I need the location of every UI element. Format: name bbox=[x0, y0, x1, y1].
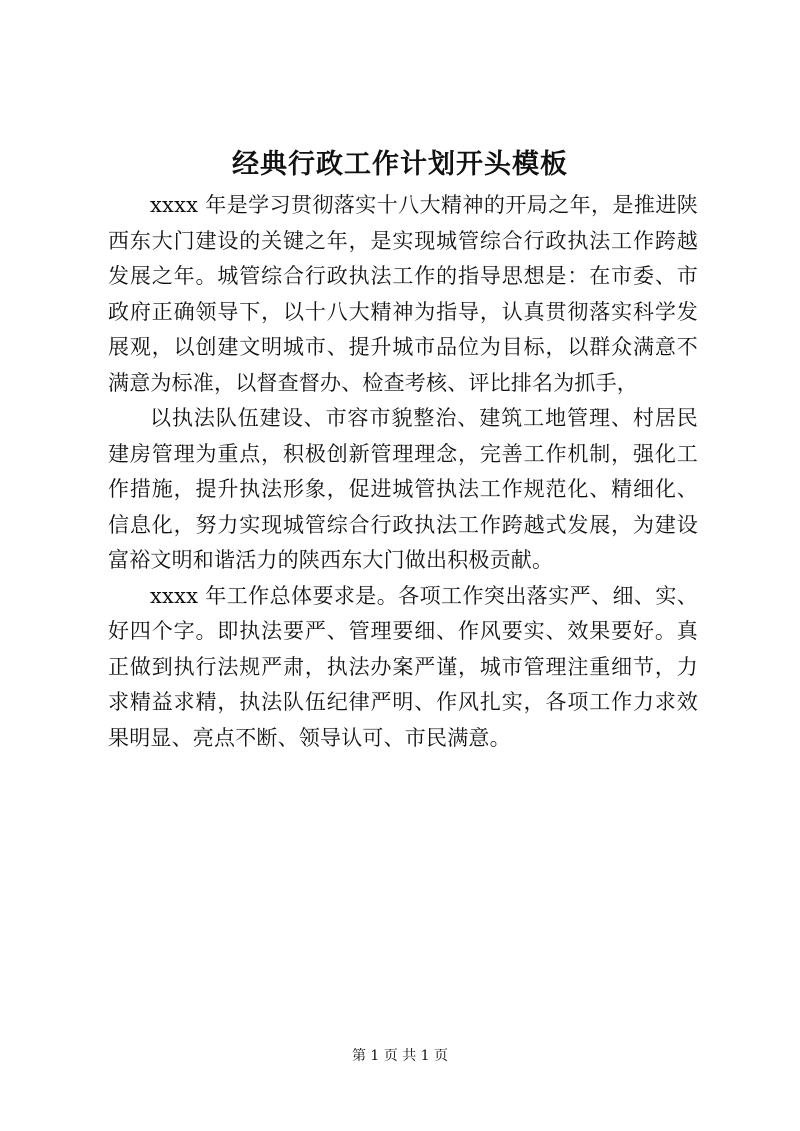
paragraph-2: 以执法队伍建设、市容市貌整治、建筑工地管理、村居民建房管理为重点，积极创新管理理念，完善工作机制，强化工作措施，提升执法形象，促进城管执法工作规范化、精细化、信息化，努力实现城管综合行政执法工作跨越式发展，为建设富裕文明和谐活力的陕西东大门做出积极贡献。 bbox=[108, 406, 698, 572]
paragraph-1: xxxx 年是学习贯彻落实十八大精神的开局之年，是推进陕西东大门建设的关键之年，是实现城管综合行政执法工作跨越发展之年。城管综合行政执法工作的指导思想是：在市委、市政府正确领导下，以十八大精神为指导，认真贯彻落实科学发展观，以创建文明城市、提升城市品位为目标，以群众满意不满意为标准，以督查督办、检查考核、评比排名为抓手， bbox=[108, 193, 698, 395]
paragraph-3: xxxx 年工作总体要求是。各项工作突出落实严、细、实、好四个字。即执法要严、管理要细、作风要实、效果要好。真正做到执行法规严肃，执法办案严谨，城市管理注重细节，力求精益求精，执法队伍纪律严明、作风扎实，各项工作力求效果明显、亮点不断、领导认可、市民满意。 bbox=[108, 583, 698, 750]
document-body bbox=[108, 188, 698, 756]
page-footer: 第 1 页 共 1 页 bbox=[351, 1048, 449, 1064]
document-title: 经典行政工作计划开头模板 bbox=[232, 149, 568, 180]
